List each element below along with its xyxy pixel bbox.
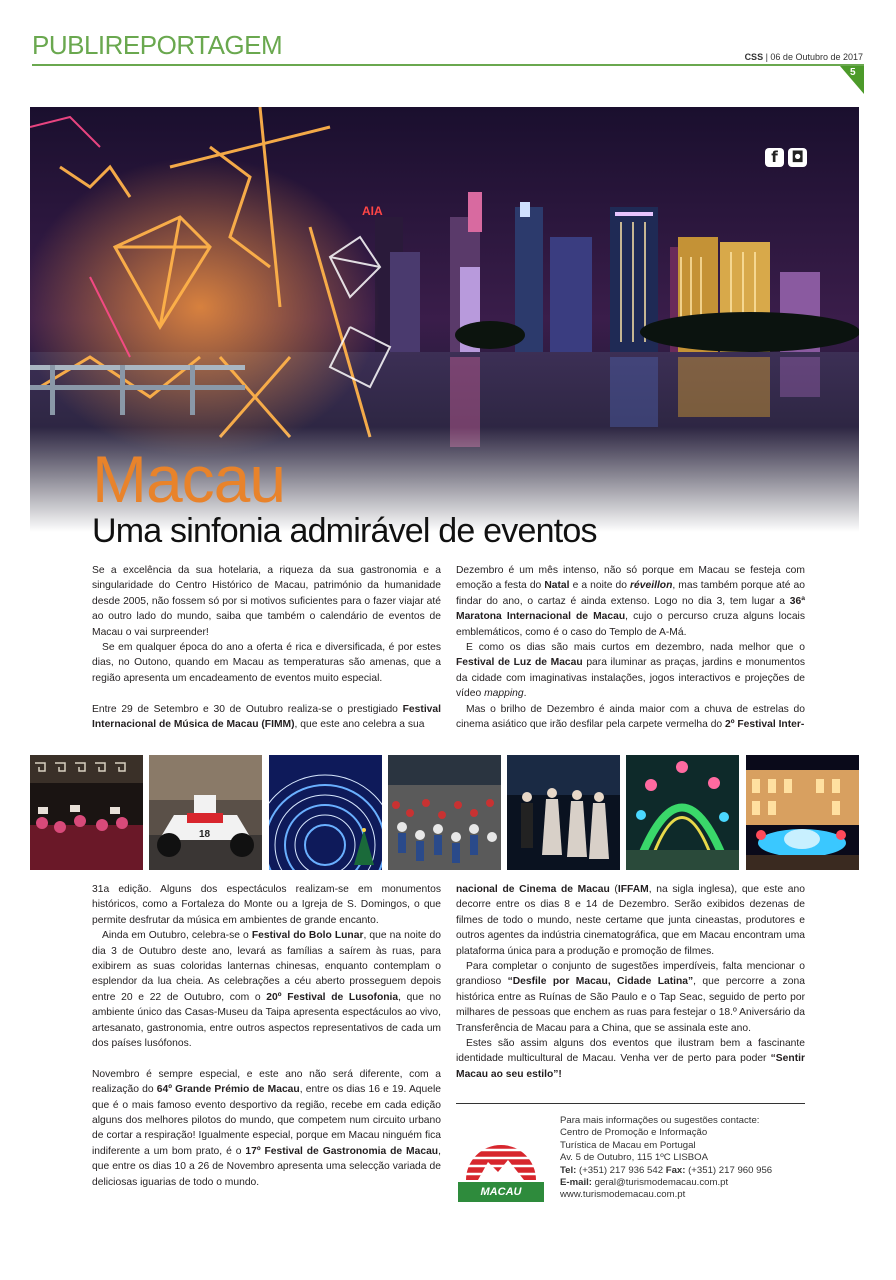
- tel-label: Tel:: [560, 1164, 577, 1176]
- photo-strip: [30, 755, 859, 870]
- page-number: 5: [850, 67, 856, 78]
- photo-senado-square: [746, 755, 859, 870]
- text: , que na noite do dia 3 de Outubro deste ano, levará as famílias a saírem às ruas, para exibirem as suas coloridas lanternas chinesas, enquanto contemplam o esplendor da lua cheia. As celebrações a céu aberto prosseguem depois entre 20 e 22 de Outubro, com o: [92, 930, 441, 1003]
- text: E como os dias são mais curtos em dezembro, nada melhor que o: [466, 642, 805, 654]
- contact-heading: Para mais informações ou sugestões contacte:: [560, 1115, 760, 1126]
- body-column-upper-right: [456, 563, 805, 732]
- event-name: Festival de Luz de Macau: [456, 657, 583, 669]
- text: , que percorre a zona histórica entre as Ruínas de São Paulo e o Tap Seac, seguido de perto por milhares de pessoas que enchem as ruas para festejar o 18.º Aniversário da Transferência de Macau para a China, que se assinala este ano.: [456, 976, 805, 1034]
- text: , cujo o percurso cruza alguns locais emblemáticos, como é o caso do Templo de A-Má.: [456, 611, 805, 638]
- article-title: Macau: [92, 442, 286, 516]
- contact-email-line: [560, 1177, 772, 1189]
- race-car-number: 18: [199, 829, 211, 840]
- text: , que no ambiente único das Casas-Museu da Taipa apresenta espectáculos ao vivo, artesanato, gastronomia, entre outros aspectos representativos de cada um dos países lusófonos.: [92, 991, 441, 1050]
- text: Ainda em Outubro, celebra-se o: [102, 930, 252, 942]
- section-label: PUBLIREPORTAGEM: [32, 30, 283, 60]
- text: Dezembro é um mês intenso, não só porque em Macau se festeja com emoção a festa do: [456, 565, 805, 592]
- paragraph: [456, 1036, 805, 1082]
- header-rule: [32, 64, 864, 66]
- social-icons: [765, 148, 807, 167]
- paragraph: [456, 959, 805, 1036]
- text: Se a excelência da sua hotelaria, a riqueza da sua gastronomia e a singularidade do Centro Histórico de Macau, património da humanidade desde 2005, não fossem só por si motivos suficientes para o fazer viajar até ao outro lado do mundo, saiba que também o calendário de eventos de Macau o vai surpreender!: [92, 565, 441, 638]
- slogan: “Sentir Macau ao seu estilo”!: [456, 1053, 805, 1080]
- paragraph: [92, 563, 441, 640]
- photo-orchestra: [30, 755, 143, 870]
- event-name: 64º Grande Prémio de Macau: [156, 1084, 300, 1096]
- contact-line: Centro de Promoção e Informação: [560, 1127, 708, 1139]
- text-italic: mapping: [484, 688, 524, 700]
- event-name: nacional de Cinema de Macau: [456, 884, 610, 895]
- event-name: réveillon: [630, 580, 673, 592]
- publication-info: [745, 52, 863, 62]
- contact-address: Av. 5 de Outubro, 115 1ºC LISBOA: [560, 1152, 709, 1164]
- event-name: 20º Festival de Lusofonia: [266, 991, 399, 1003]
- paragraph: [92, 1067, 441, 1190]
- body-column-lower-right: [456, 882, 805, 1082]
- publication-date: 06 de Outubro de 2017: [770, 52, 863, 62]
- event-name: “Desfile por Macau, Cidade Latina”: [507, 976, 694, 988]
- text: Estes são assim alguns dos eventos que ilustram bem a fascinante identidade multicultural de Macau. Venha ver de perto para poder: [456, 1038, 805, 1065]
- text: , entre os dias 16 e 19. Aquele que é o mais famoso evento desportivo da região, recebe em cada edição alguns dos melhores pilotos do mundo, que competem num circuito urbano de cortar a respiração! Igualmente especial, porque em Macau ninguém fica indiferente a um bom prato, é o: [92, 1084, 442, 1157]
- text: 31a edição. Alguns dos espectáculos realizam-se em monumentos históricos, como a Fortaleza do Monte ou a Igreja de S. Domingos, o que permite desfrutar da música em ambientes de grande encanto.: [92, 884, 441, 926]
- photo-lantern-festival: [626, 755, 739, 870]
- text: , mas também porque até ao findar do ano, o cartaz é ainda extenso. Logo no dia 3, tem lugar a: [456, 580, 805, 607]
- event-name: 36ª Maratona Internacional de Macau: [456, 595, 805, 623]
- photo-film-festival: [507, 755, 620, 870]
- logo-text: MACAU: [480, 1186, 522, 1198]
- tel-value: (+351) 217 936 542: [576, 1164, 666, 1176]
- event-name: Festival Internacional de Música de Macau (FIMM): [92, 703, 441, 731]
- publication-separator: |: [763, 52, 771, 62]
- text: .: [523, 688, 527, 700]
- event-name: 17º Festival de Gastronomia de Macau: [245, 1145, 439, 1157]
- body-column-lower-left: [92, 882, 441, 1190]
- contact-line: Turística de Macau em Portugal: [560, 1139, 696, 1151]
- paragraph: [456, 563, 805, 640]
- paragraph: [92, 702, 441, 733]
- text: Entre 29 de Setembro e 30 de Outubro realiza-se o prestigiado: [92, 703, 403, 715]
- contact-phone-line: [560, 1165, 772, 1177]
- text: e a noite do: [569, 580, 631, 592]
- paragraph: [92, 882, 441, 928]
- fax-label: Fax:: [665, 1164, 686, 1176]
- hero-sign-text: AIA: [362, 204, 383, 218]
- paragraph: [456, 702, 805, 733]
- text: Para completar o conjunto de sugestões imperdíveis, falta mencionar o grandioso: [456, 961, 805, 988]
- fax-value: (+351) 217 960 956: [685, 1164, 773, 1176]
- publication-name: CSS: [744, 52, 764, 62]
- article-subtitle: Uma sinfonia admirável de eventos: [92, 512, 597, 550]
- text: Mas o brilho de Dezembro é ainda maior com a chuva de estrelas do cinema asiático que irão desfilar pela carpete vermelha do: [456, 703, 805, 731]
- event-name: IFFAM: [617, 884, 649, 895]
- paragraph: [456, 882, 805, 959]
- body-column-upper-left: [92, 563, 441, 732]
- text: para iluminar as praças, jardins e monumentos da cidade com imaginativas instalações, jogos interactivos e projeções de vídeo: [456, 657, 805, 700]
- paragraph: [92, 928, 441, 1051]
- text: Novembro é sempre especial, e este ano não será diferente, com a realização do: [92, 1068, 441, 1096]
- photo-light-tunnel: [269, 755, 382, 870]
- macau-tourism-logo: [458, 1114, 544, 1202]
- contact-info: [560, 1115, 772, 1202]
- photo-race-car: [149, 755, 262, 870]
- website-link[interactable]: www.turismodemacau.com.pt: [560, 1189, 686, 1201]
- facebook-icon[interactable]: f: [765, 148, 784, 167]
- text: , que entre os dias 10 a 26 de Novembro apresenta uma selecção variada de deliciosas iguarias de todo o mundo.: [92, 1145, 441, 1188]
- paragraph: [92, 640, 441, 686]
- text: , que este ano celebra a sua: [294, 719, 425, 731]
- event-name: 2º Festival Inter-: [725, 719, 805, 731]
- event-name: Natal: [544, 580, 570, 592]
- instagram-icon[interactable]: ◘: [788, 148, 807, 167]
- event-name: Festival do Bolo Lunar: [251, 930, 364, 942]
- paragraph: [456, 640, 805, 702]
- text: , na sigla inglesa), que este ano decorre entre os dias 8 e 14 de Dezembro. Serão exibidos dezenas de filmes de todo o mundo, neste certame que junta cineastas, produtores e outros agentes da indústria cinematográfica, que em Macau encontram uma plataforma única para a produção e promoção de filmes.: [456, 884, 805, 957]
- email-label: E-mail:: [560, 1177, 592, 1189]
- photo-marathon: [388, 755, 501, 870]
- contact-rule: [456, 1103, 805, 1104]
- text: (: [609, 884, 618, 895]
- email-link[interactable]: geral@turismodemacau.com.pt: [592, 1177, 729, 1189]
- text: Se em qualquer época do ano a oferta é rica e diversificada, é por estes dias, no Outono, quando em Macau as temperaturas são amenas, que a região apresenta um encadeamento de eventos muito especial.: [92, 642, 441, 684]
